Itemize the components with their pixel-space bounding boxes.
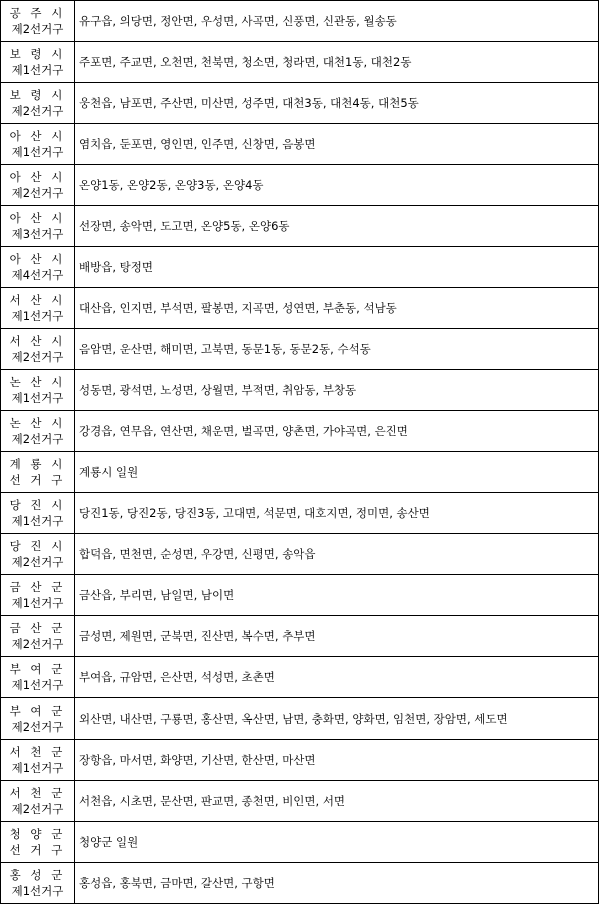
district-name: 아 산 시 xyxy=(9,129,66,143)
district-number: 제2선거구 xyxy=(11,555,64,569)
table-row xyxy=(1,83,599,124)
district-area-cell: 홍성읍, 홍북면, 금마면, 갈산면, 구항면 xyxy=(75,863,599,904)
district-area-cell: 온양1동, 온양2동, 온양3동, 온양4동 xyxy=(75,165,599,206)
district-number: 제1선거구 xyxy=(11,884,64,898)
table-row xyxy=(1,42,599,83)
table-row xyxy=(1,781,599,822)
district-area-cell: 배방읍, 탕정면 xyxy=(75,247,599,288)
district-name: 부 여 군 xyxy=(9,703,66,718)
district-name-cell xyxy=(1,452,75,493)
district-area-cell: 주포면, 주교면, 오천면, 천북면, 청소면, 청라면, 대천1동, 대천2동 xyxy=(75,42,599,83)
district-area-cell: 청양군 일원 xyxy=(75,822,599,863)
district-area-cell: 계룡시 일원 xyxy=(75,452,599,493)
district-area-cell: 장항읍, 마서면, 화양면, 기산면, 한산면, 마산면 xyxy=(75,740,599,781)
district-number: 선 거 구 xyxy=(9,843,66,857)
district-number: 제1선거구 xyxy=(11,391,64,405)
district-area-cell: 강경읍, 연무읍, 연산면, 채운면, 벌곡면, 양촌면, 가야곡면, 은진면 xyxy=(75,411,599,452)
district-name-cell xyxy=(1,42,75,83)
district-number: 제3선거구 xyxy=(11,227,64,241)
district-name-cell xyxy=(1,329,75,370)
district-name: 당 진 시 xyxy=(9,498,66,512)
table-row xyxy=(1,165,599,206)
district-name-cell xyxy=(1,83,75,124)
district-name-cell xyxy=(1,534,75,575)
district-name: 당 진 시 xyxy=(9,539,66,553)
district-name-cell xyxy=(1,206,75,247)
district-area-cell: 금산읍, 부리면, 남일면, 남이면 xyxy=(75,575,599,616)
district-number: 제1선거구 xyxy=(11,309,64,323)
district-name-cell xyxy=(1,493,75,534)
district-name-cell xyxy=(1,657,75,698)
district-name: 논 산 시 xyxy=(9,375,66,389)
district-name: 서 천 군 xyxy=(9,745,66,759)
district-number: 제1선거구 xyxy=(11,145,64,159)
table-row xyxy=(1,863,599,904)
table-row xyxy=(1,452,599,493)
district-number: 제1선거구 xyxy=(11,63,64,77)
district-area-cell: 웅천읍, 남포면, 주산면, 미산면, 성주면, 대천3동, 대천4동, 대천5동 xyxy=(75,83,599,124)
district-area-cell: 서천읍, 시초면, 문산면, 판교면, 종천면, 비인면, 서면 xyxy=(75,781,599,822)
district-name-cell xyxy=(1,822,75,863)
table-row xyxy=(1,616,599,657)
district-name-cell xyxy=(1,781,75,822)
table-row xyxy=(1,329,599,370)
district-name: 홍 성 군 xyxy=(9,868,66,882)
district-name-cell xyxy=(1,698,75,740)
district-number: 제1선거구 xyxy=(11,678,64,692)
table-row xyxy=(1,822,599,863)
district-area-cell: 금성면, 제원면, 군북면, 진산면, 복수면, 추부면 xyxy=(75,616,599,657)
table-row xyxy=(1,370,599,411)
district-area-cell: 대산읍, 인지면, 부석면, 팔봉면, 지곡면, 성연면, 부춘동, 석남동 xyxy=(75,288,599,329)
district-number: 제2선거구 xyxy=(11,350,64,364)
district-area-cell: 부여읍, 규암면, 은산면, 석성면, 초촌면 xyxy=(75,657,599,698)
table-row xyxy=(1,411,599,452)
district-name: 아 산 시 xyxy=(9,252,66,266)
district-name: 부 여 군 xyxy=(9,662,66,676)
district-name: 청 양 군 xyxy=(9,827,66,841)
table-row xyxy=(1,247,599,288)
district-area-cell: 합덕읍, 면천면, 순성면, 우강면, 신평면, 송악읍 xyxy=(75,534,599,575)
district-number: 제2선거구 xyxy=(11,432,64,446)
district-name-cell xyxy=(1,411,75,452)
district-number: 제4선거구 xyxy=(11,268,64,282)
district-name-cell xyxy=(1,575,75,616)
district-area-cell: 유구읍, 의당면, 정안면, 우성면, 사곡면, 신풍면, 신관동, 월송동 xyxy=(75,1,599,42)
district-area-cell: 음암면, 운산면, 해미면, 고북면, 동문1동, 동문2동, 수석동 xyxy=(75,329,599,370)
district-name-cell xyxy=(1,165,75,206)
district-area-cell: 염치읍, 둔포면, 영인면, 인주면, 신창면, 음봉면 xyxy=(75,124,599,165)
table-row xyxy=(1,288,599,329)
district-name-cell xyxy=(1,1,75,42)
district-name: 서 산 시 xyxy=(9,293,66,307)
table-row xyxy=(1,740,599,781)
table-row xyxy=(1,1,599,42)
district-number: 제2선거구 xyxy=(11,22,64,36)
district-name-cell xyxy=(1,247,75,288)
district-name-cell xyxy=(1,370,75,411)
table-row xyxy=(1,206,599,247)
district-area-cell: 외산면, 내산면, 구룡면, 홍산면, 옥산면, 남면, 충화면, 양화면, 임천면, 장암면, 세도면 xyxy=(75,698,599,740)
district-name-cell xyxy=(1,616,75,657)
district-number: 제2선거구 xyxy=(11,186,64,200)
table-row xyxy=(1,657,599,698)
district-name: 보 령 시 xyxy=(9,88,66,102)
district-name: 서 산 시 xyxy=(9,334,66,348)
district-number: 제2선거구 xyxy=(11,719,64,734)
district-name: 서 천 군 xyxy=(9,786,66,800)
district-area-cell: 성동면, 광석면, 노성면, 상월면, 부적면, 취암동, 부창동 xyxy=(75,370,599,411)
district-name: 아 산 시 xyxy=(9,170,66,184)
table-row xyxy=(1,493,599,534)
district-number: 제2선거구 xyxy=(11,802,64,816)
table-row xyxy=(1,534,599,575)
district-name: 공 주 시 xyxy=(9,6,66,20)
district-name: 계 룡 시 xyxy=(9,457,66,471)
district-area-cell: 선장면, 송악면, 도고면, 온양5동, 온양6동 xyxy=(75,206,599,247)
district-name-cell xyxy=(1,740,75,781)
district-number: 제1선거구 xyxy=(11,514,64,528)
district-name: 금 산 군 xyxy=(9,621,66,635)
table-row xyxy=(1,575,599,616)
district-number: 선 거 구 xyxy=(9,473,66,487)
district-name-cell xyxy=(1,288,75,329)
district-number: 제1선거구 xyxy=(11,761,64,775)
district-number: 제2선거구 xyxy=(11,637,64,651)
district-name-cell xyxy=(1,863,75,904)
district-name: 금 산 군 xyxy=(9,580,66,594)
district-name-cell xyxy=(1,124,75,165)
table-row xyxy=(1,698,599,740)
district-name: 보 령 시 xyxy=(9,47,66,61)
district-number: 제2선거구 xyxy=(11,104,64,118)
table-row xyxy=(1,124,599,165)
district-name: 아 산 시 xyxy=(9,211,66,225)
district-area-cell: 당진1동, 당진2동, 당진3동, 고대면, 석문면, 대호지면, 정미면, 송산면 xyxy=(75,493,599,534)
district-name: 논 산 시 xyxy=(9,416,66,430)
district-number: 제1선거구 xyxy=(11,596,64,610)
